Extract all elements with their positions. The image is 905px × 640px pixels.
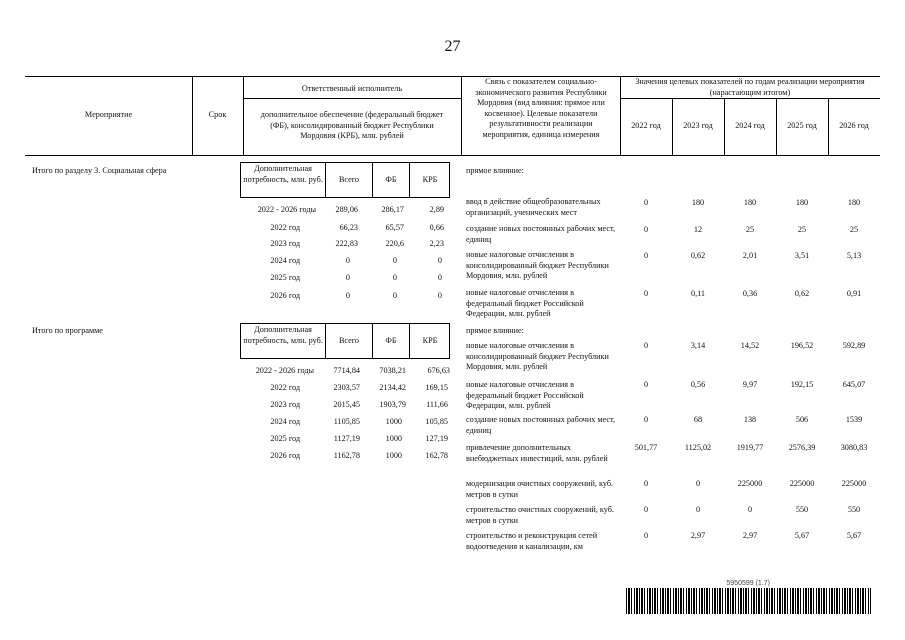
funding-krb: 169,15 (425, 383, 448, 392)
funding-fb: 0 (392, 273, 397, 282)
header-year-2023: 2023 год (683, 121, 713, 130)
indicator-name: привлечение дополнительных внебюджетных инвестиций, млн. рублей (466, 443, 608, 463)
funding-total: 222,83 (335, 239, 358, 248)
funding-period: 2023 год (270, 400, 300, 409)
funding-total: 289,06 (335, 205, 358, 214)
header-year-2024: 2024 год (735, 121, 765, 130)
funding-krb: 111,66 (426, 400, 448, 409)
section-1-influence: прямое влияние: (466, 166, 524, 175)
funding-krb: 2,89 (429, 205, 444, 214)
funding-period: 2022 - 2026 годы (255, 366, 314, 375)
funding-total: 7714,84 (333, 366, 360, 375)
indicator-value: 550 (847, 505, 861, 514)
indicator-value: 0 (695, 479, 701, 488)
indicator-value: 0,36 (742, 289, 758, 298)
funding-krb: 0 (437, 273, 442, 282)
header-responsible: Ответственный исполнитель (301, 84, 403, 93)
funding-total: 66,23 (339, 223, 358, 232)
indicator-value: 0,91 (846, 289, 862, 298)
indicator-value: 25 (849, 225, 859, 234)
mini-fb-label: ФБ (385, 336, 397, 345)
section-2-influence: прямое влияние: (466, 326, 524, 335)
funding-period: 2022 год (270, 383, 300, 392)
indicator-name: создание новых постоянных рабочих мест, единиц (466, 415, 616, 435)
funding-period: 2025 год (270, 273, 300, 282)
indicator-value: 225000 (841, 479, 867, 488)
indicator-value: 3,14 (690, 341, 706, 350)
indicator-value: 180 (847, 198, 861, 207)
page-number: 27 (444, 38, 461, 55)
header-bottom-rule (25, 155, 880, 156)
indicator-name: новые налоговые отчисления в консолидированный бюджет Республики Мордовия, млн. рублей (466, 341, 609, 372)
funding-total: 0 (345, 256, 350, 265)
funding-fb: 0 (392, 256, 397, 265)
indicator-value: 0 (643, 479, 649, 488)
indicator-value: 0 (643, 225, 649, 234)
funding-krb: 2,23 (429, 239, 444, 248)
header-values-title: Значения целевых показателей по годам реализации мероприятия (нарастающим итогом) (635, 77, 865, 97)
funding-fb: 7038,21 (379, 366, 406, 375)
funding-krb: 0,66 (429, 223, 444, 232)
header-year-2026: 2026 год (839, 121, 869, 130)
funding-total: 1105,85 (333, 417, 360, 426)
indicator-value: 2,97 (690, 531, 706, 540)
indicator-value: 180 (691, 198, 705, 207)
indicator-value: 2576,39 (788, 443, 816, 452)
header-link: Связь с показателем социально-экономического развития Республики Мордовия (вид влияния: прямое или косвенное). Целевые показатели результативности реализации мероприятия, единица измерения (475, 77, 607, 139)
indicator-name: новые налоговые отчисления в федеральный бюджет Российской Федерации, млн. рублей (466, 288, 584, 319)
funding-total: 2303,57 (333, 383, 360, 392)
mini-krb-label: КРБ (422, 336, 438, 345)
indicator-value: 14,52 (740, 341, 760, 350)
header-activity: Мероприятие (84, 110, 133, 119)
indicator-name: новые налоговые отчисления в федеральный бюджет Российской Федерации, млн. рублей (466, 380, 584, 411)
indicator-value: 0 (643, 505, 649, 514)
funding-krb: 0 (437, 291, 442, 300)
indicator-name: строительство очистных сооружений, куб. метров в сутки (466, 505, 614, 525)
funding-period: 2025 год (270, 434, 300, 443)
funding-period: 2026 год (270, 451, 300, 460)
section-2-title: Итого по программе (32, 326, 103, 335)
funding-total: 0 (345, 291, 350, 300)
indicator-value: 25 (745, 225, 755, 234)
funding-fb: 1000 (385, 451, 402, 460)
barcode-number: 5950599 (1.7) (726, 580, 770, 587)
funding-fb: 1000 (385, 417, 402, 426)
header-funding: дополнительное обеспечение (федеральный бюджет (ФБ), консолидированный бюджет Республики Мордовия (КРБ), млн. рублей (260, 110, 444, 141)
mini-need-label: Дополнительная потребность, млн. руб. (243, 325, 323, 345)
indicator-value: 192,15 (790, 380, 814, 389)
indicator-value: 25 (797, 225, 807, 234)
funding-fb: 286,17 (381, 205, 404, 214)
indicator-value: 5,67 (794, 531, 810, 540)
funding-total: 1162,78 (333, 451, 360, 460)
indicator-value: 501,77 (634, 443, 658, 452)
indicator-value: 225000 (737, 479, 763, 488)
header-year-2022: 2022 год (631, 121, 661, 130)
indicator-value: 0 (643, 531, 649, 540)
funding-fb: 1000 (385, 434, 402, 443)
funding-krb: 676,63 (427, 366, 450, 375)
indicator-value: 0 (643, 415, 649, 424)
indicator-value: 0,11 (690, 289, 706, 298)
indicator-value: 5,67 (846, 531, 862, 540)
indicator-value: 0,56 (690, 380, 706, 389)
funding-fb: 220,6 (385, 239, 404, 248)
indicator-name: создание новых постоянных рабочих мест, единиц (466, 224, 616, 244)
col-divider-4 (620, 76, 621, 155)
mini-total-label: Всего (338, 175, 360, 184)
funding-period: 2023 год (270, 239, 300, 248)
mini-total-label: Всего (338, 336, 360, 345)
funding-fb: 65,57 (385, 223, 404, 232)
responsible-subheader-rule (243, 98, 461, 99)
indicator-value: 68 (693, 415, 703, 424)
funding-fb: 1903,79 (379, 400, 406, 409)
indicator-value: 550 (795, 505, 809, 514)
section-1-title: Итого по разделу 3. Социальная сфера (32, 166, 167, 175)
indicator-value: 196,52 (790, 341, 814, 350)
indicator-value: 0,62 (794, 289, 810, 298)
indicator-value: 225000 (789, 479, 815, 488)
section-2-mini-header (240, 323, 450, 359)
indicator-value: 1125,02 (684, 443, 712, 452)
indicator-value: 9,97 (742, 380, 758, 389)
indicator-value: 2,97 (742, 531, 758, 540)
indicator-value: 138 (743, 415, 757, 424)
indicator-value: 0,62 (690, 251, 706, 260)
indicator-name: новые налоговые отчисления в консолидированный бюджет Республики Мордовия, млн. рублей (466, 250, 609, 281)
funding-krb: 0 (437, 256, 442, 265)
indicator-value: 3,51 (794, 251, 810, 260)
col-divider-3 (461, 76, 462, 155)
indicator-value: 5,13 (846, 251, 862, 260)
funding-total: 1127,19 (333, 434, 360, 443)
indicator-value: 1919,77 (736, 443, 764, 452)
funding-total: 2015,45 (333, 400, 360, 409)
funding-period: 2026 год (270, 291, 300, 300)
indicator-value: 0 (643, 251, 649, 260)
mini-krb-label: КРБ (422, 175, 438, 184)
indicator-name: ввод в действие общеобразовательных организаций, ученических мест (466, 197, 601, 217)
indicator-value: 180 (795, 198, 809, 207)
funding-fb: 0 (392, 291, 397, 300)
header-year-2025: 2025 год (787, 121, 817, 130)
indicator-value: 1539 (845, 415, 863, 424)
header-term: Срок (208, 110, 227, 119)
indicator-value: 506 (795, 415, 809, 424)
indicator-value: 0 (643, 341, 649, 350)
barcode-image (626, 588, 871, 614)
funding-total: 0 (345, 273, 350, 282)
indicator-value: 0 (695, 505, 701, 514)
funding-period: 2024 год (270, 417, 300, 426)
indicator-value: 0 (747, 505, 753, 514)
funding-period: 2022 - 2026 годы (257, 205, 316, 214)
indicator-value: 0 (643, 198, 649, 207)
indicator-value: 592,89 (842, 341, 866, 350)
funding-period: 2022 год (270, 223, 300, 232)
indicator-value: 3080,83 (840, 443, 868, 452)
funding-period: 2024 год (270, 256, 300, 265)
mini-need-label: Дополнительная потребность, млн. руб. (243, 164, 323, 184)
indicator-name: строительство и реконструкция сетей водоотведения и канализации, км (466, 531, 598, 551)
indicator-name: модернизация очистных сооружений, куб. метров в сутки (466, 479, 614, 499)
indicator-value: 2,01 (742, 251, 758, 260)
funding-krb: 127,19 (425, 434, 448, 443)
indicator-value: 0 (643, 380, 649, 389)
funding-krb: 105,85 (425, 417, 448, 426)
funding-fb: 2134,42 (379, 383, 406, 392)
indicator-value: 180 (743, 198, 757, 207)
indicator-value: 12 (693, 225, 703, 234)
indicator-value: 645,07 (842, 380, 866, 389)
section-1-mini-header (240, 162, 450, 198)
funding-krb: 162,78 (425, 451, 448, 460)
mini-fb-label: ФБ (385, 175, 397, 184)
indicator-value: 0 (643, 289, 649, 298)
